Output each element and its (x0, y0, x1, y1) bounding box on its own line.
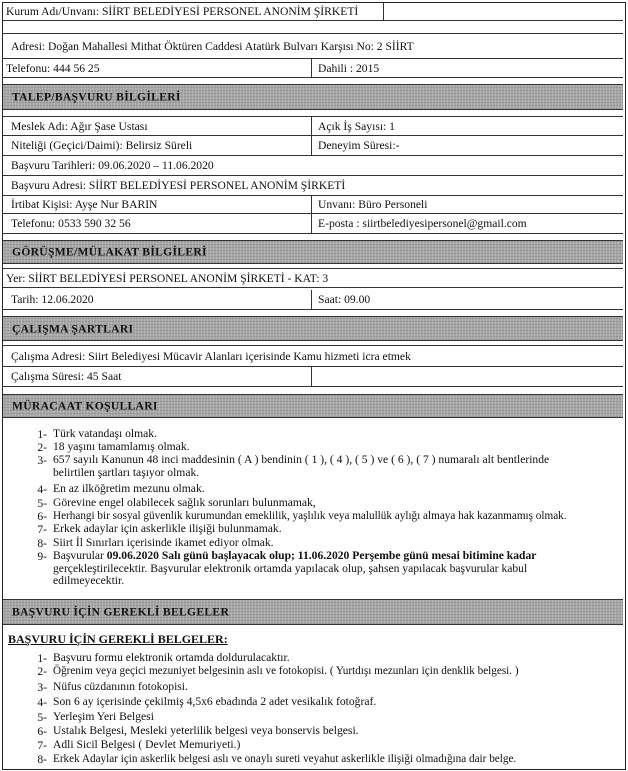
item-text: Son 6 ay içerisinde çekilmiş 4,5x6 ebadında 2 adet vesikalık fotoğraf. (53, 695, 377, 708)
item-text-start: Başvurular (53, 549, 107, 562)
dahili-text: Dahili : 2015 (318, 61, 380, 75)
basvuru-tarihleri: Başvuru Tarihleri: 09.06.2020 – 11.06.2020 (11, 159, 214, 172)
adres-text: Adresi: Doğan Mahallesi Mithat Öktüren Caddesi Atatürk Bulvarı Karşısı No: 2 SİİRT (11, 39, 414, 53)
kurum-label: Kurum Adı/Unvanı: SİİRT BELEDİYESİ PERSONEL ANONİM ŞİRKETİ (6, 4, 359, 18)
item-number: 1- (37, 428, 47, 441)
item-text: Adli Sicil Belgesi ( Devlet Memuriyeti.) (53, 738, 241, 751)
item-text: Türk vatandaşı olmak. (53, 427, 157, 440)
item-text: Erkek Adaylar için askerlik belgesi aslı ve onaylı sureti veyahut askerlikle ilişiği olmadığına dair belge. (53, 753, 517, 765)
item-text: Siirt İl Sınırları içerisinde ikamet ediyor olmak. (53, 536, 274, 549)
talep-telefon-text: Telefonu: 0533 590 32 56 (11, 217, 131, 230)
item-number: 8- (37, 537, 47, 550)
eposta-text: E-posta : siirtbelediyesipersonel@gmail.com (318, 217, 527, 230)
item-text: 18 yaşını tamamlamış olmak. (53, 440, 190, 453)
irtibat-row (3, 196, 623, 214)
calisma-saatleri (315, 367, 623, 386)
basvuru-adres-row (3, 176, 623, 196)
section-talep (3, 84, 623, 110)
item-text: Herhangi bir sosyal güvenlik kurumundan emeklilik, yaşlılık veya malullük aylığı almaya hak kazanmamış olmak. (53, 510, 567, 522)
section-gorusme (3, 240, 623, 264)
kurum-row (3, 2, 623, 21)
calisma-sure-row (3, 367, 623, 387)
section-calisma-title: ÇALIŞMA ŞARTLARI (12, 322, 134, 335)
telefon-text: Telefonu: 444 56 25 (6, 61, 100, 75)
section-gorusme-title: GÖRÜŞME/MÜLAKAT BİLGİLERİ (12, 245, 207, 259)
gorusme-yer: Yer: SİİRT BELEDİYESİ PERSONEL ANONİM ŞİRKETİ - KAT: 3 (6, 271, 329, 285)
item-text: Öğrenim veya geçici mezuniyet belgesinin aslı ve fotokopisi. ( Yurtdışı mezunları için denklik belgesi. ) (53, 665, 519, 677)
belgeler-subtitle: BAŞVURU İÇİN GEREKLİ BELGELER: (8, 632, 228, 646)
iletisim-row (3, 214, 623, 234)
item-text: En az ilköğretim mezunu olmak. (53, 482, 205, 495)
item-number: 5- (37, 497, 47, 510)
telefon-row (3, 59, 623, 78)
calisma-adres-row (3, 345, 623, 367)
meslek-row (3, 116, 623, 136)
nitelik-text: Niteliği (Geçici/Daimi): Belirsiz Süreli (11, 139, 193, 152)
gorusme-tarih: Tarih: 12.06.2020 (11, 293, 94, 306)
item-number: 6- (37, 725, 47, 738)
nitelik-row (3, 136, 623, 156)
item-number: 1- (37, 652, 47, 665)
item-text: Başvuru formu elektronik ortamda doldurulacaktır. (53, 651, 290, 664)
item-number: 8- (37, 753, 47, 766)
yer-row (3, 268, 623, 288)
section-muracaat-title: MÜRACAAT KOŞULLARI (12, 399, 158, 413)
gorusme-tarih-row (3, 290, 623, 310)
item-number: 2- (37, 665, 47, 678)
section-talep-title: TALEP/BAŞVURU BİLGİLERİ (12, 90, 181, 104)
unvan-text: Unvanı: Büro Personeli (318, 198, 428, 211)
item-number: 7- (37, 523, 47, 536)
muracaat-list (3, 424, 623, 604)
item-text: Ustalık Belgesi, Mesleki yeterlilik belgesi veya bonservis belgesi. (53, 724, 359, 737)
item-text: Nüfus cüzdanının fotokopisi. (53, 680, 188, 693)
section-belgeler-title: BAŞVURU İÇİN GEREKLİ BELGELER (12, 605, 230, 619)
item-number: 3- (37, 681, 47, 694)
section-calisma (3, 316, 623, 341)
item-text: 657 sayılı Kanunun 48 inci maddesinin ( A ) bendinin ( 1 ), ( 4 ), ( 5 ) ve ( 6 ), ( 7 ) numaralı alt bentlerinde belirtilen şartları taşıyor olmak. (53, 453, 550, 479)
item-number: 3- (37, 454, 47, 467)
deneyim-text: Deneyim Süresi:- (318, 139, 400, 152)
acik-is-text: Açık İş Sayısı: 1 (318, 119, 395, 133)
item-text-end: gerçekleştirilecektir. Başvurular elektronik ortamda yapılacak olup, şahsen yapılacak başvurular kabul edilmeyecektir. (53, 561, 528, 588)
tarih-row (3, 156, 623, 176)
item-text: Erkek adaylar için askerlikle ilişiği bulunmamak. (53, 522, 282, 535)
item-text (53, 550, 593, 588)
adres-row (3, 33, 623, 59)
belgeler-list (3, 650, 623, 765)
item-number: 4- (37, 483, 47, 496)
item-number: 4- (37, 696, 47, 709)
item-number: 9- (37, 550, 47, 563)
meslek-text: Meslek Adı: Ağır Şase Ustası (11, 119, 148, 133)
item-number: 6- (37, 510, 47, 523)
item-number: 5- (37, 711, 47, 724)
calisma-adres: Çalışma Adresi: Siirt Belediyesi Mücavir Alanları içerisinde Kamu hizmeti icra etmek (11, 349, 411, 363)
section-belgeler (3, 599, 623, 625)
item-text: Görevine engel olabilecek sağlık sorunları bulunmamak, (53, 496, 316, 509)
item-number: 7- (37, 739, 47, 752)
calisma-sure: Çalışma Süresi: 45 Saat (11, 370, 122, 383)
irtibat-text: İrtibat Kişisi: Ayşe Nur BARIN (11, 198, 158, 211)
gorusme-saat: Saat: 09.00 (318, 293, 371, 306)
section-muracaat (3, 394, 623, 418)
basvuru-adresi: Başvuru Adresi: SİİRT BELEDİYESİ PERSONEL ANONİM ŞİRKETİ (11, 179, 346, 192)
item-text-bold: 09.06.2020 Salı günü başlayacak olup; 11.06.2020 Perşembe günü mesai bitimine kadar (106, 549, 537, 562)
item-number: 2- (37, 441, 47, 454)
item-text: Yerleşim Yeri Belgesi (53, 710, 154, 723)
